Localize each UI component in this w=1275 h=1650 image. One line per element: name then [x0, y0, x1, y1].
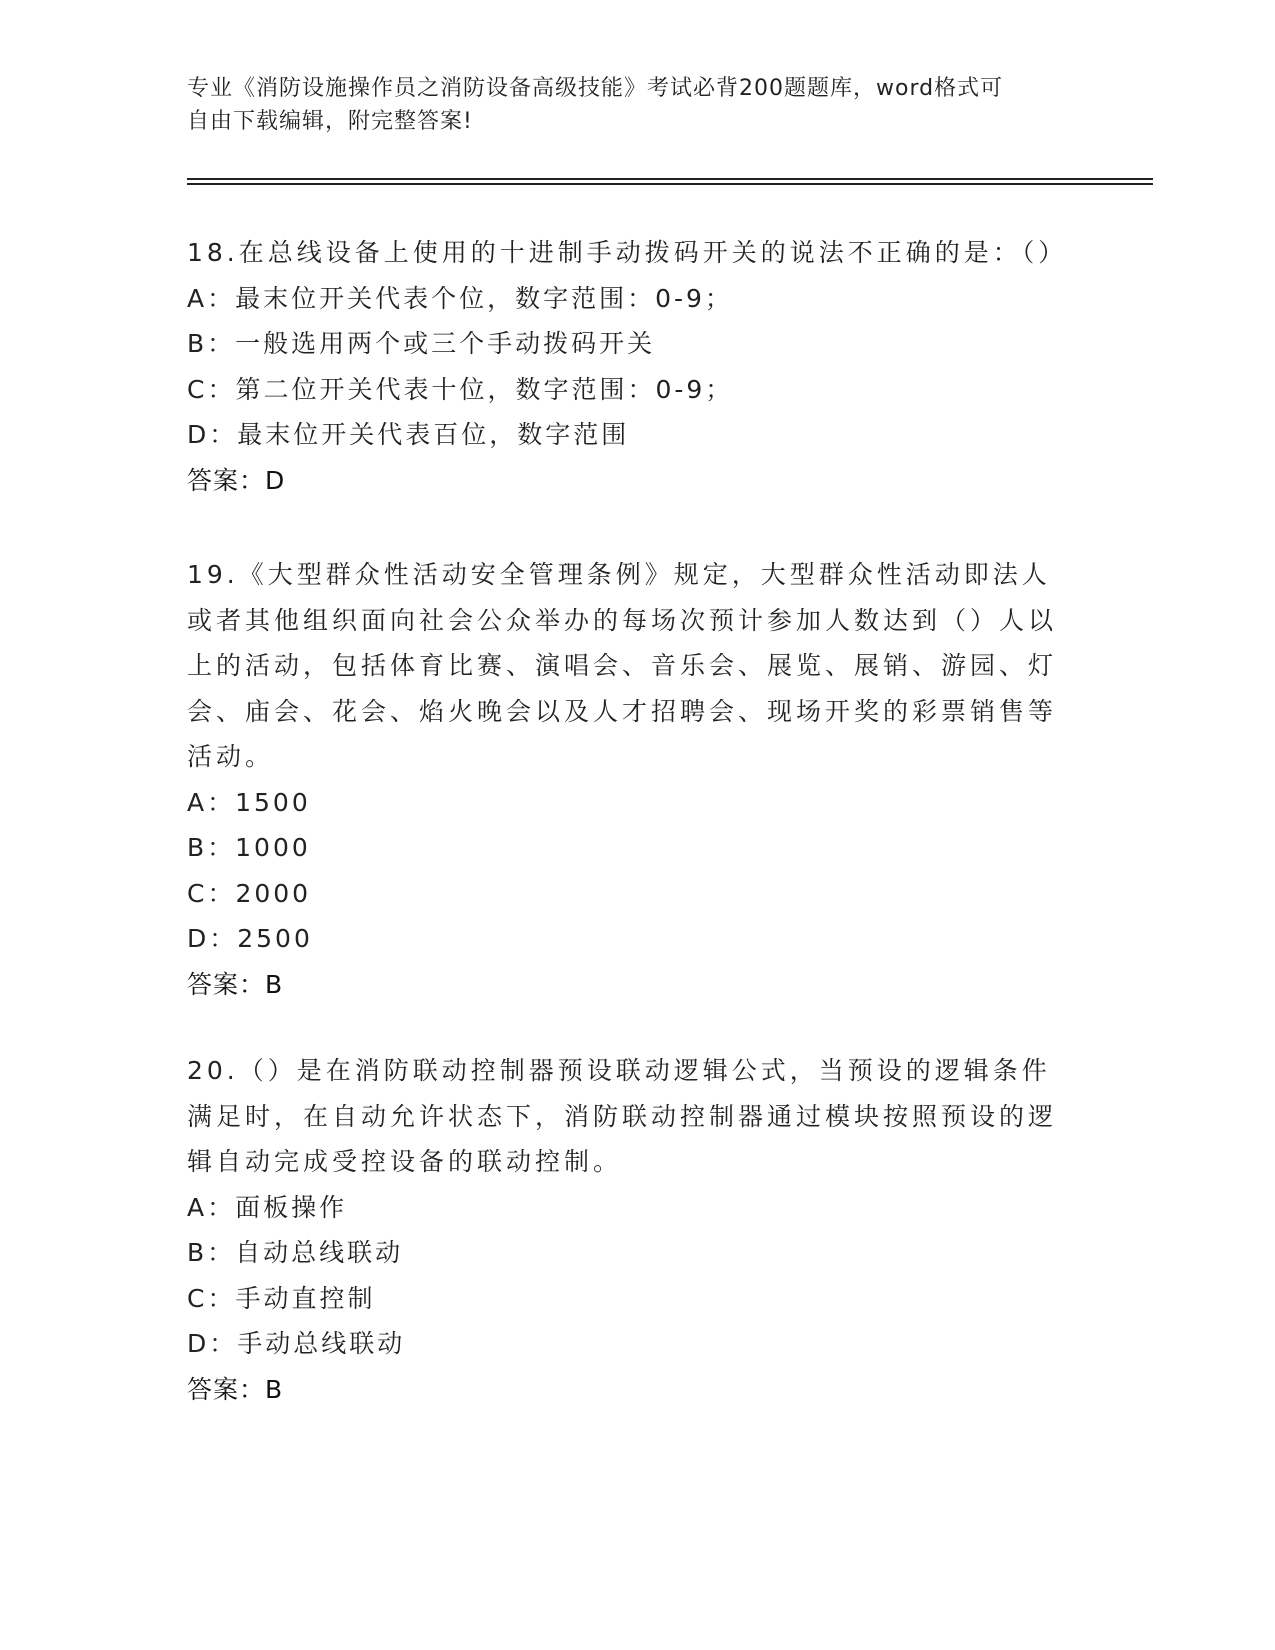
- option-b: B：1000: [187, 833, 311, 862]
- header-divider-top: [187, 178, 1153, 180]
- option-b: B：一般选用两个或三个手动拨码开关: [187, 329, 656, 358]
- header-line-2: 自由下载编辑，附完整答案!: [187, 109, 473, 134]
- answer: 答案：B: [187, 969, 284, 999]
- question-stem: 19.《大型群众性活动安全管理条例》规定，大型群众性活动即法人或者其他组织面向社会公众举办的每场次预计参加人数达到（）人以上的活动，包括体育比赛、演唱会、音乐会、展览、展销、游园、灯会、庙会、花会、焰火晚会以及人才招聘会、现场开奖的彩票销售等活动。: [187, 560, 1058, 771]
- option-b: B：自动总线联动: [187, 1238, 404, 1267]
- question-20: [187, 1048, 1087, 1412]
- question-stem: 18.在总线设备上使用的十进制手动拨码开关的说法不正确的是：（）: [187, 238, 1068, 267]
- option-a: A：最末位开关代表个位，数字范围：0-9；: [187, 283, 733, 313]
- answer: 答案：B: [187, 1374, 284, 1404]
- question-18: [187, 230, 1087, 503]
- question-stem: 20.（）是在消防联动控制器预设联动逻辑公式，当预设的逻辑条件满足时，在自动允许状态下，消防联动控制器通过模块按照预设的逻辑自动完成受控设备的联动控制。: [187, 1056, 1058, 1176]
- option-c: C：第二位开关代表十位，数字范围：0-9；: [187, 374, 734, 404]
- document-header: [187, 72, 1067, 138]
- option-d: D：2500: [187, 924, 313, 953]
- header-divider-bottom: [187, 183, 1153, 185]
- option-d: D：最末位开关代表百位，数字范围: [187, 420, 630, 449]
- question-19: [187, 552, 1087, 1007]
- option-a: A：面板操作: [187, 1192, 348, 1222]
- option-c: C：2000: [187, 878, 312, 908]
- option-c: C：手动直控制: [187, 1283, 376, 1313]
- option-d: D：手动总线联动: [187, 1329, 406, 1358]
- answer: 答案：D: [187, 465, 286, 495]
- header-line-1: 专业《消防设施操作员之消防设备高级技能》考试必背200题题库，word格式可: [187, 76, 1004, 101]
- option-a: A：1500: [187, 787, 311, 817]
